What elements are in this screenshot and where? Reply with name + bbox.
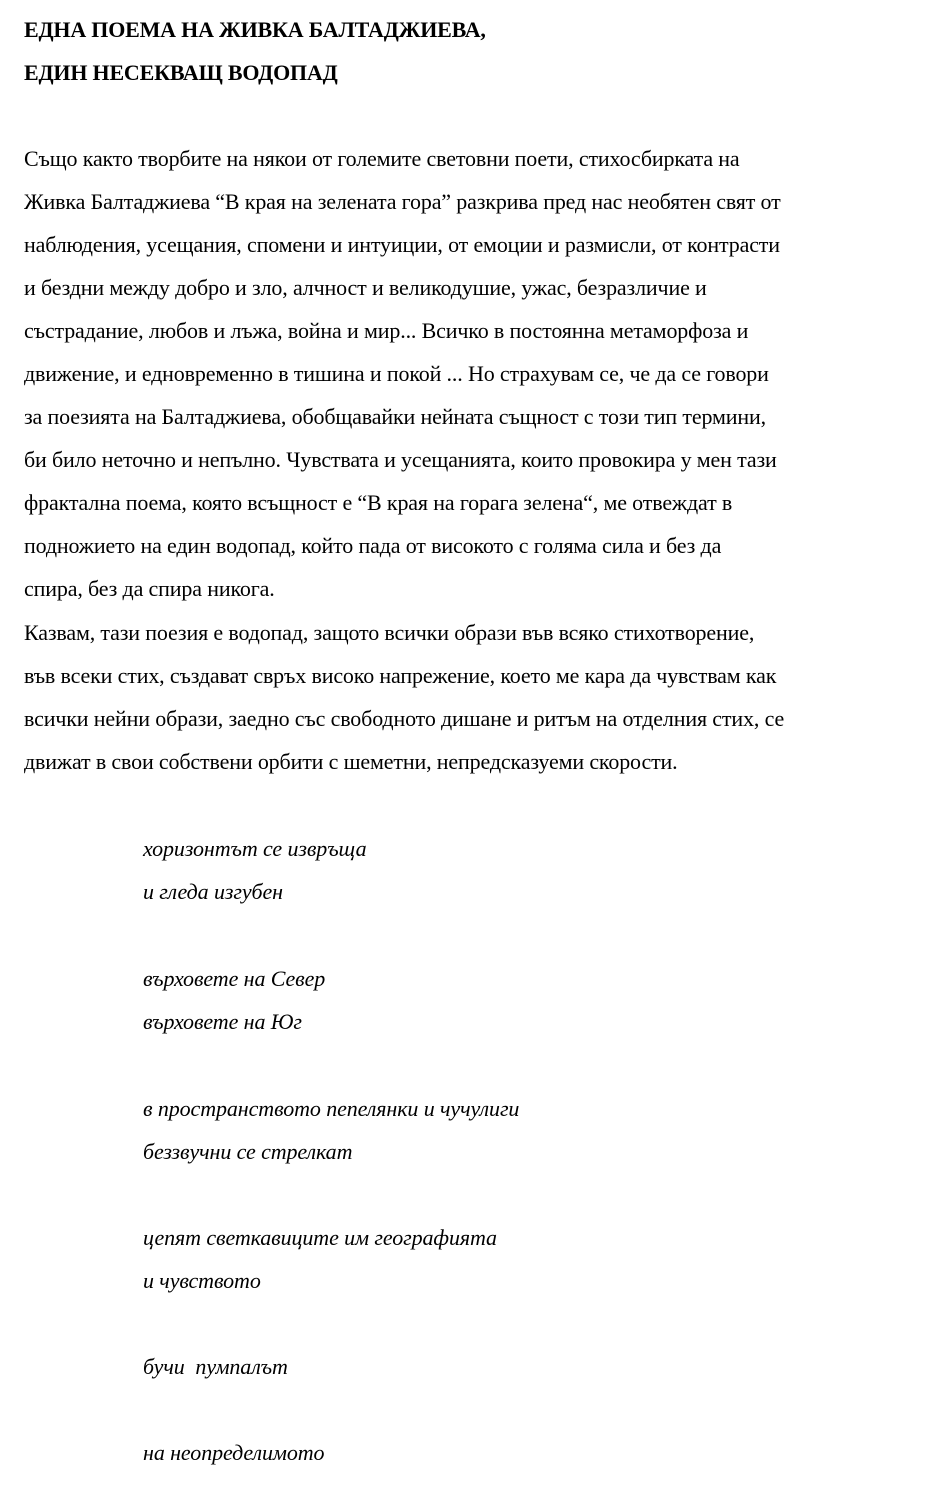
paragraph-line: Казвам, тази поезия е водопад, защото всички образи във всяко стихотворение,: [24, 620, 755, 645]
document-title-line-2: ЕДИН НЕСЕКВАЩ ВОДОПАД: [24, 60, 338, 85]
paragraph-line: Също както творбите на някои от големите световни поети, стихосбирката на: [24, 146, 740, 171]
paragraph-line: движение, и едновременно в тишина и покой ... Но страхувам се, че да се говори: [24, 361, 769, 386]
paragraph-line: Живка Балтаджиева “В края на зелената гора” разкрива пред нас необятен свят от: [24, 189, 781, 214]
poem-line: и чувството: [143, 1268, 261, 1293]
paragraph-line: подножието на един водопад, който пада от високото с голяма сила и без да: [24, 533, 722, 558]
poem-line: на неопределимото: [143, 1440, 325, 1465]
poem-line: и гледа изгубен: [143, 879, 283, 904]
paragraph-line: движат в свои собствени орбити с шеметни, непредсказуеми скорости.: [24, 749, 678, 774]
poem-line: в пространството пепелянки и чучулиги: [143, 1096, 520, 1121]
paragraph-line: спира, без да спира никога.: [24, 576, 275, 601]
paragraph-line: във всеки стих, създават свръх високо напрежение, което ме кара да чувствам как: [24, 663, 777, 688]
document-title-line-1: ЕДНА ПОЕМА НА ЖИВКА БАЛТАДЖИЕВА,: [24, 17, 486, 42]
poem-line: цепят светкавиците им географията: [143, 1225, 497, 1250]
paragraph-line: състрадание, любов и лъжа, война и мир... Всичко в постоянна метаморфоза и: [24, 318, 749, 343]
poem-line: върховете на Север: [143, 966, 326, 991]
paragraph-line: и бездни между добро и зло, алчност и великодушие, ужас, безразличие и: [24, 275, 707, 300]
poem-line: бучи пумпалът: [143, 1354, 288, 1379]
paragraph-line: фрактална поема, която всъщност е “В края на горага зелена“, ме отвеждат в: [24, 490, 733, 515]
poem-line: върховете на Юг: [143, 1009, 302, 1034]
poem-line: хоризонтът се извръща: [143, 836, 367, 861]
paragraph-line: би било неточно и непълно. Чувствата и усещанията, които провокира у мен тази: [24, 447, 777, 472]
paragraph-line: всички нейни образи, заедно със свободното дишане и ритъм на отделния стих, се: [24, 706, 785, 731]
paragraph-line: наблюдения, усещания, спомени и интуиции, от емоции и размисли, от контрасти: [24, 232, 780, 257]
paragraph-line: за поезията на Балтаджиева, обобщавайки нейната същност с този тип термини,: [24, 404, 766, 429]
poem-line: беззвучни се стрелкат: [143, 1139, 353, 1164]
